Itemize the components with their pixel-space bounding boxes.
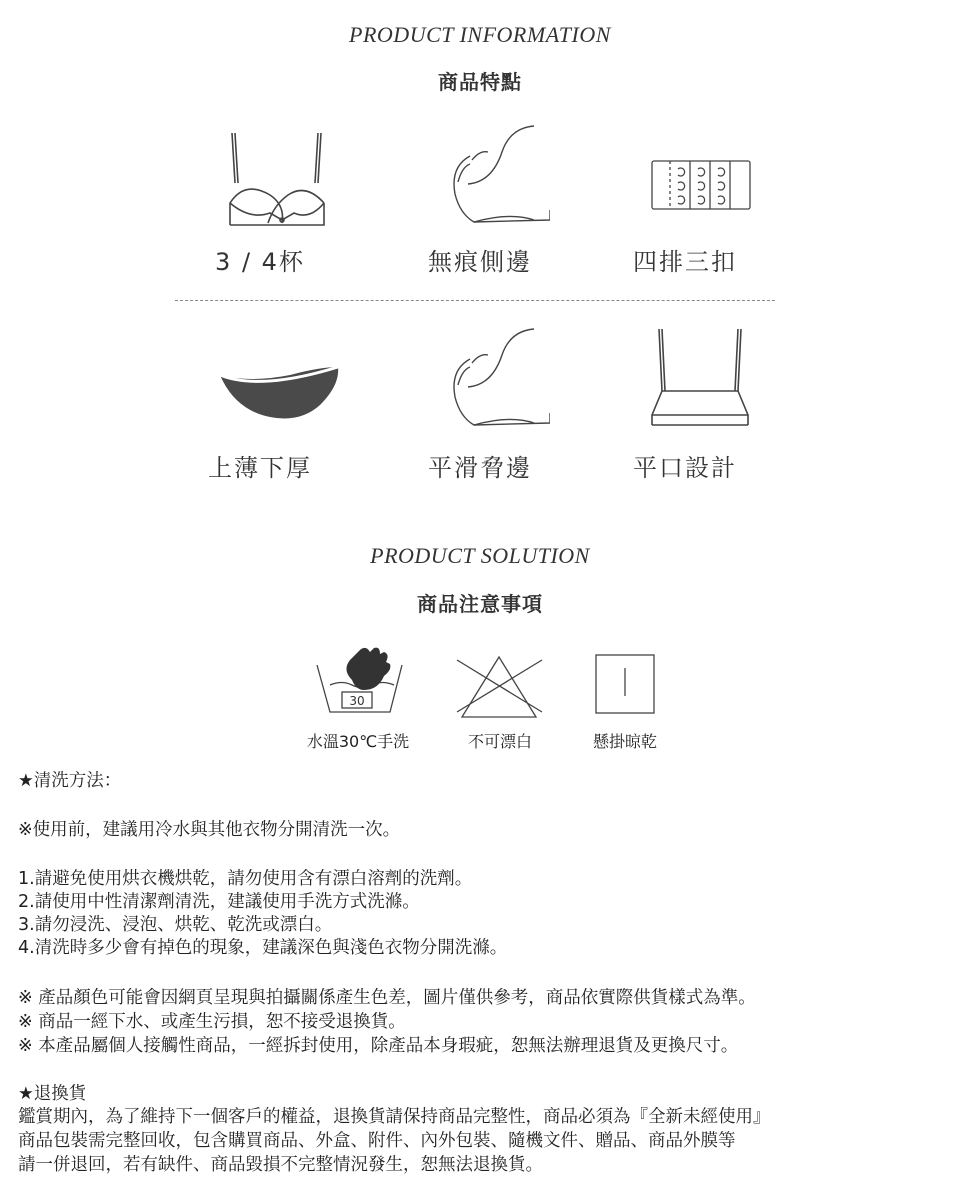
care-no-bleach	[452, 652, 547, 726]
feature-seamless-side	[385, 122, 575, 232]
return-line: 請一併退回，若有缺件、商品毀損不完整情況發生，恕無法退換貨。	[18, 1155, 543, 1175]
wash-heading: ★清洗方法：	[18, 771, 122, 791]
care-label: 懸掛晾乾	[592, 732, 657, 751]
info-title-en: PRODUCT INFORMATION	[349, 22, 611, 47]
solution-title-en: PRODUCT SOLUTION	[370, 543, 590, 568]
feature-hook-eye	[590, 155, 780, 215]
feature-label: 上薄下厚	[208, 454, 312, 482]
padding-cup-icon	[180, 355, 340, 425]
feature-label: 平口設計	[633, 454, 737, 482]
smooth-side-icon	[410, 325, 550, 435]
care-hand-wash	[312, 640, 407, 724]
hook-and-eye-icon	[610, 155, 760, 215]
temperature-label: 30	[349, 694, 365, 708]
no-bleach-icon	[452, 652, 547, 722]
seamless-side-icon	[410, 122, 550, 232]
dashed-divider	[175, 300, 775, 301]
solution-title-zh: 商品注意事項	[417, 592, 543, 616]
care-label: 水溫30℃手洗	[306, 732, 410, 751]
feature-smooth-side	[385, 325, 575, 435]
line-dry-icon	[593, 652, 658, 717]
notice-line: ※ 產品顏色可能會因網頁呈現與拍攝關係產生色差，圖片僅供參考，商品依實際供貨樣式為準。	[18, 988, 756, 1008]
feature-label: 平滑脅邊	[428, 454, 532, 482]
feature-strapless	[590, 325, 780, 435]
wash-item: 2.請使用中性清潔劑清洗，建議使用手洗方式洗滌。	[18, 892, 420, 912]
feature-label: 3 / 4杯	[215, 248, 305, 276]
feature-padding	[165, 355, 355, 425]
feature-three-quarter-cup	[165, 125, 355, 235]
return-line: 鑑賞期內，為了維持下一個客戶的權益，退換貨請保持商品完整性，商品必須為『全新未經使用』	[18, 1107, 771, 1127]
wash-item: 1.請避免使用烘衣機烘乾，請勿使用含有漂白溶劑的洗劑。	[18, 869, 473, 889]
wash-item: 3.請勿浸洗、浸泡、烘乾、乾洗或漂白。	[18, 915, 333, 935]
strapless-neckline-icon	[610, 325, 760, 435]
return-line: 商品包裝需完整回收，包含購買商品、外盒、附件、內外包裝、隨機文件、贈品、商品外膜等	[18, 1131, 736, 1151]
feature-label: 無痕側邊	[428, 248, 532, 276]
wash-note: ※使用前，建議用冷水與其他衣物分開清洗一次。	[18, 820, 401, 840]
care-line-dry	[593, 652, 658, 721]
notice-line: ※ 商品一經下水、或產生污損，恕不接受退換貨。	[18, 1012, 406, 1032]
feature-label: 四排三扣	[633, 248, 737, 276]
return-heading: ★退換貨	[18, 1084, 87, 1104]
hand-wash-30-icon	[312, 640, 407, 720]
info-title-zh: 商品特點	[438, 70, 522, 94]
care-label: 不可漂白	[467, 732, 532, 751]
three-quarter-cup-bra-icon	[190, 125, 330, 235]
notice-line: ※ 本產品屬個人接觸性商品，一經拆封使用，除產品本身瑕疵，恕無法辦理退貨及更換尺寸。	[18, 1036, 739, 1056]
wash-item: 4.清洗時多少會有掉色的現象，建議深色與淺色衣物分開洗滌。	[18, 938, 508, 958]
